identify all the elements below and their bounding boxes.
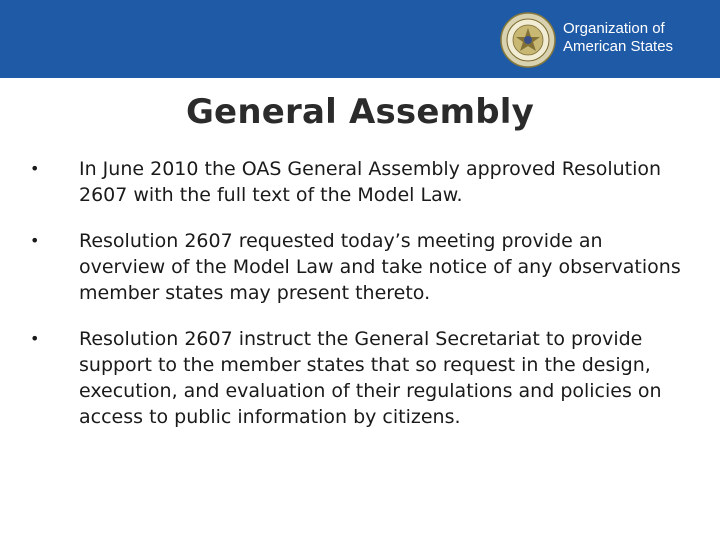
- slide-title: General Assembly: [185, 92, 535, 132]
- org-name-line2: American States: [563, 38, 674, 55]
- bullet-dot-icon: •: [30, 329, 40, 348]
- bullet-text: Resolution 2607 instruct the General Secretariat to provide support to the member states that so request in the design, execution, and evaluation of their regulations and policies on access to public information by citizens.: [79, 328, 662, 428]
- oas-seal-icon: [500, 12, 556, 68]
- bullet-text: Resolution 2607 requested today’s meeting provide an overview of the Model Law and take notice of any observations member states may present thereto.: [79, 230, 681, 304]
- bullet-item: [30, 326, 690, 430]
- bullet-text: In June 2010 the OAS General Assembly approved Resolution 2607 with the full text of the Model Law.: [79, 158, 662, 206]
- header-bar: [0, 0, 720, 78]
- bullet-item: [30, 228, 690, 306]
- bullet-dot-icon: •: [30, 231, 40, 250]
- bullet-item: [30, 156, 690, 208]
- org-name: [563, 20, 713, 56]
- bullet-list: [30, 156, 690, 450]
- org-name-line1: Organization of: [563, 20, 665, 37]
- bullet-dot-icon: •: [30, 159, 40, 178]
